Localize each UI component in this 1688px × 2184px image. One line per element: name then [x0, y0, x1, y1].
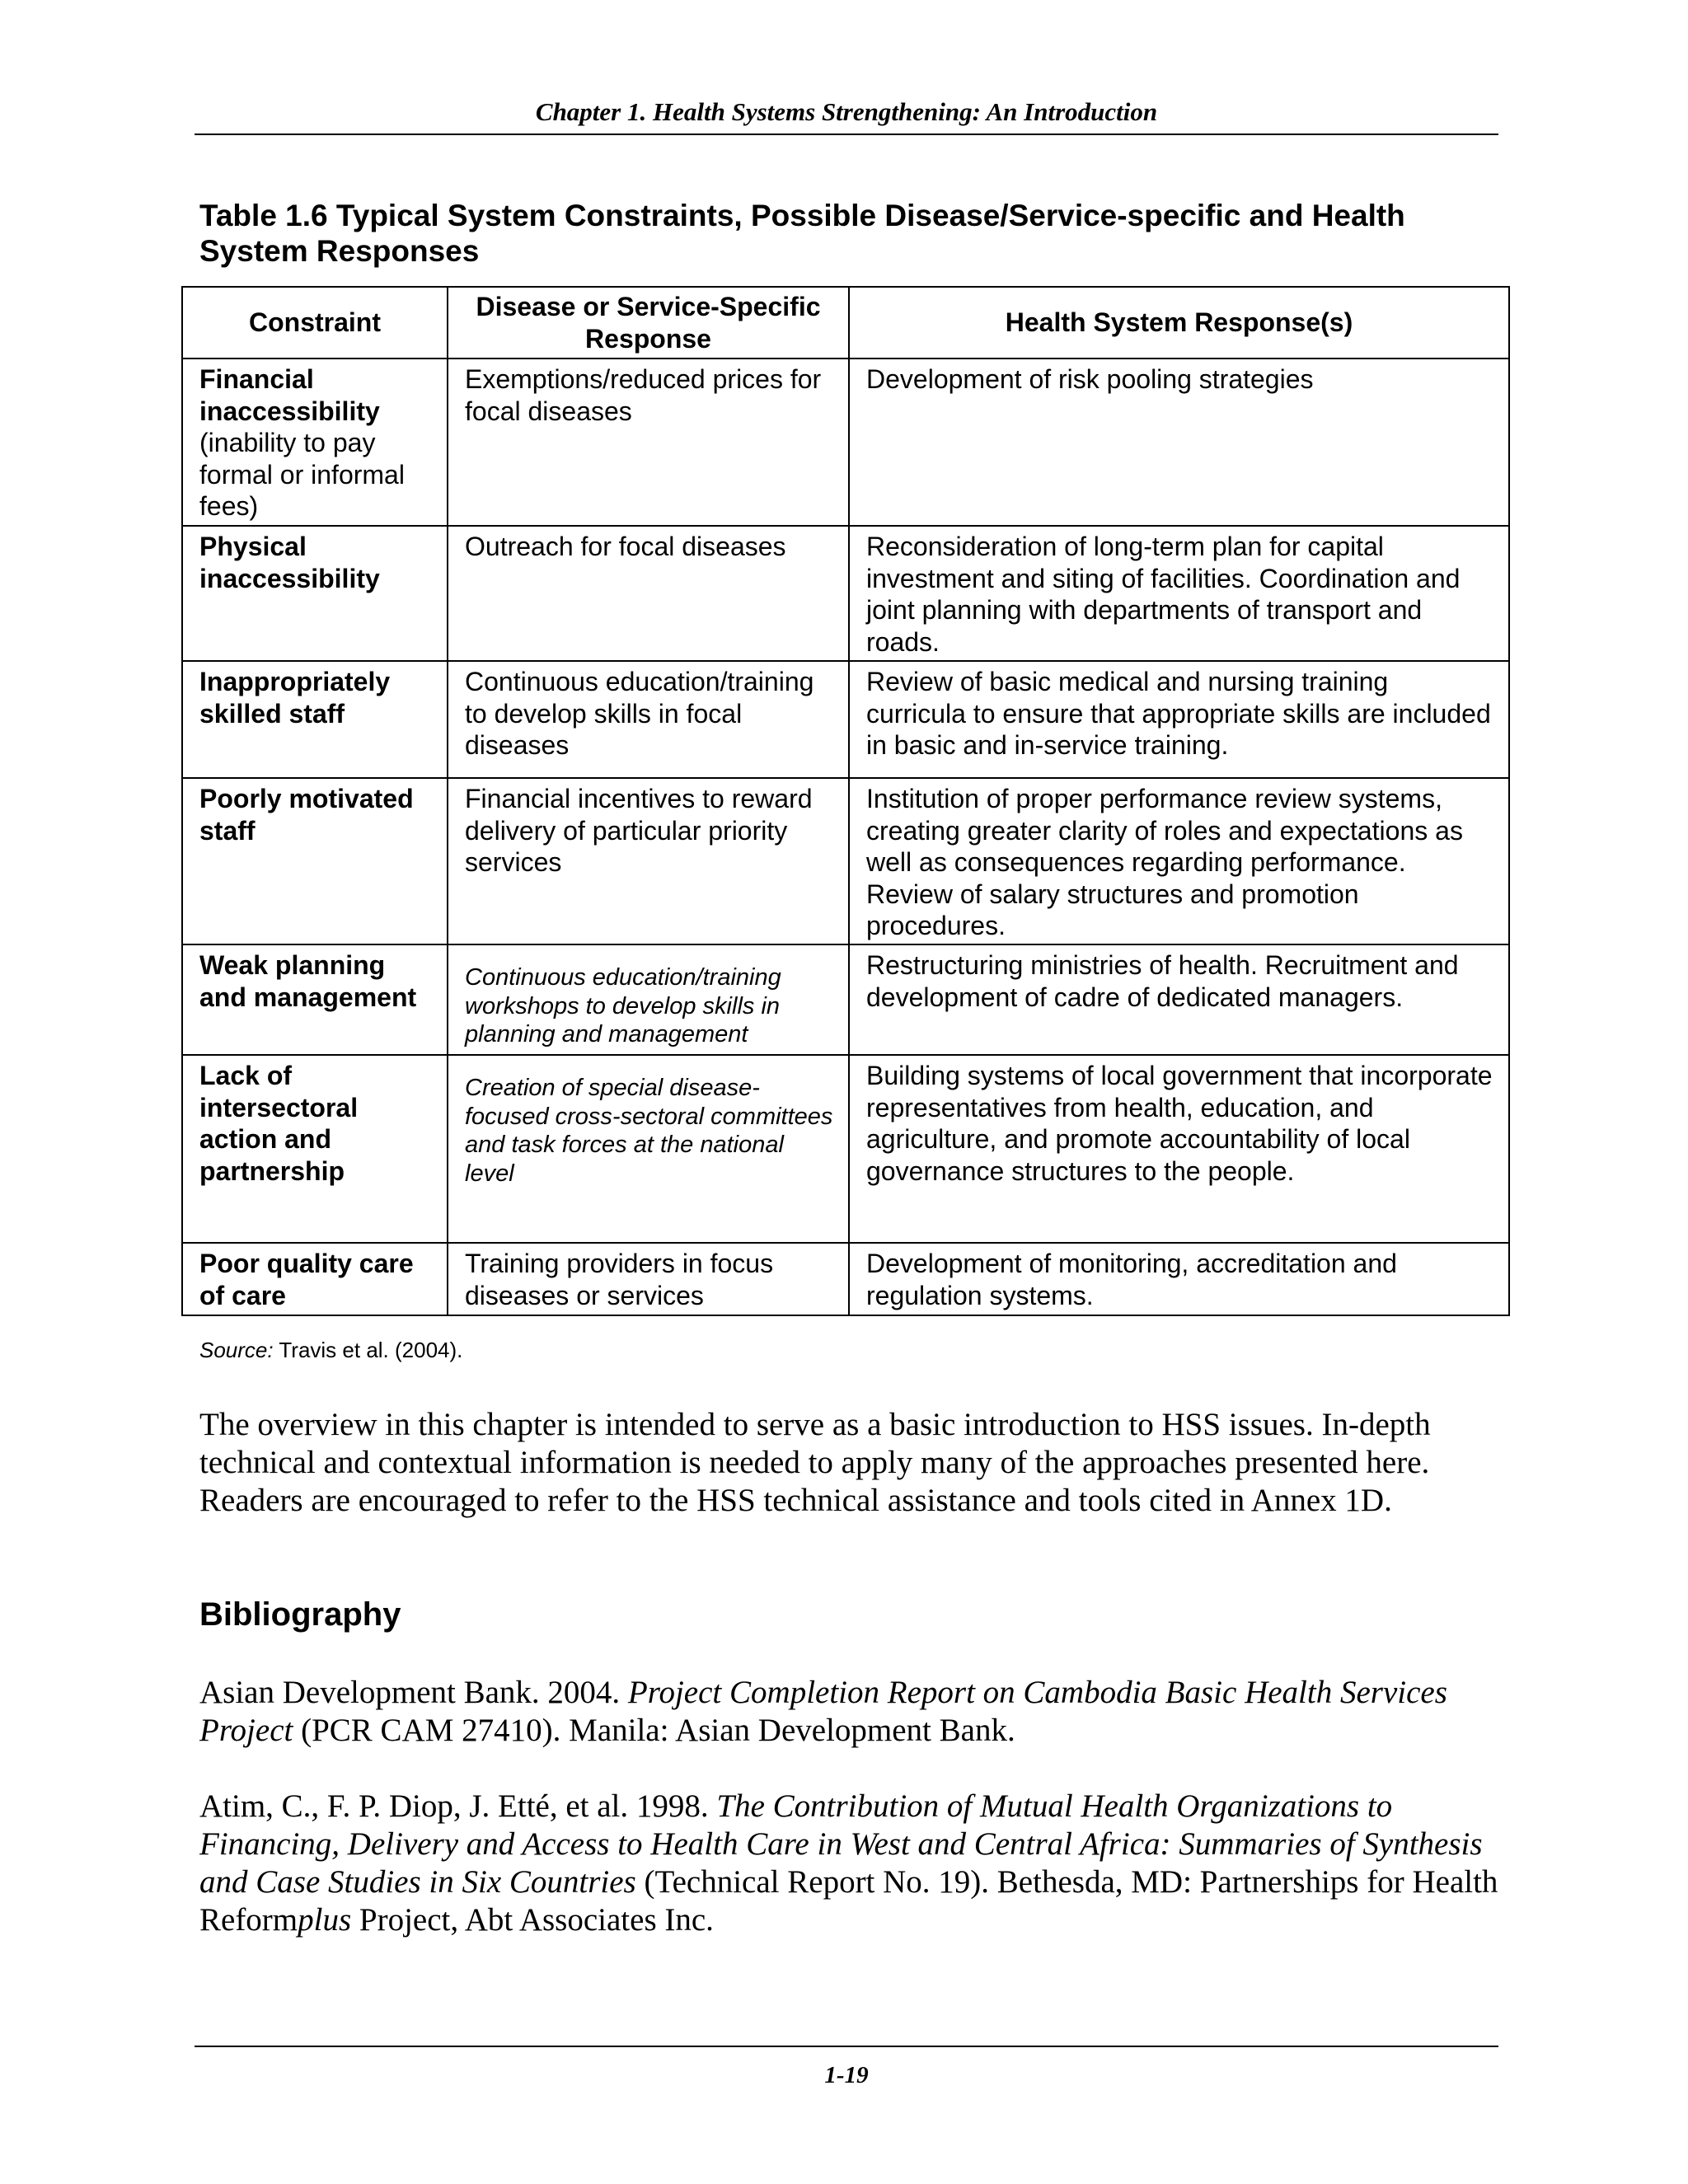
constraint-cell: Physical inaccessibility [182, 526, 448, 661]
bibliography-heading: Bibliography [199, 1596, 401, 1633]
disease-response-cell: Financial incentives to reward delivery of particular priority services [448, 778, 849, 944]
constraint-note: (inability to pay formal or informal fees) [199, 428, 405, 521]
column-header-system-response: Health System Response(s) [849, 287, 1509, 359]
entry-publisher-italic: plus [298, 1902, 352, 1938]
table-row [182, 778, 1509, 944]
system-response-cell: Review of basic medical and nursing training curricula to ensure that appropriate skills are included in basic and in-service training. [849, 661, 1509, 778]
entry-title: The Contribution of Mutual Health Organizations to Financing, Delivery and Access to Health Care in West and Central Africa: Summaries of Synthesis and Case Studies in Six Countries [199, 1788, 1483, 1900]
column-header-constraint: Constraint [182, 287, 448, 359]
table-caption: Table 1.6 Typical System Constraints, Possible Disease/Service-specific and Health System Responses [199, 199, 1405, 268]
disease-response-cell: Outreach for focal diseases [448, 526, 849, 661]
footer-rule [195, 2046, 1498, 2047]
system-response-cell: Building systems of local government that incorporate representatives from health, education, and agriculture, and promote accountability of local governance structures to the people. [849, 1055, 1509, 1243]
disease-response-cell: Training providers in focus diseases or services [448, 1243, 849, 1315]
constraint-cell: Poorly motivated staff [182, 778, 448, 944]
table-row [182, 1243, 1509, 1315]
system-response-cell: Development of risk pooling strategies [849, 359, 1509, 526]
constraint-label: Financial inaccessibility [199, 364, 380, 426]
disease-response-cell: Creation of special disease-focused cross-sectoral committees and task forces at the national level [448, 1055, 849, 1243]
source-label: Source: [199, 1338, 274, 1362]
table-row [182, 526, 1509, 661]
system-response-cell: Reconsideration of long-term plan for capital investment and siting of facilities. Coordination and joint planning with departments of transport and roads. [849, 526, 1509, 661]
table-source [199, 1338, 462, 1363]
constraint-cell: Weak planning and management [182, 944, 448, 1055]
table-row [182, 661, 1509, 778]
running-header: Chapter 1. Health Systems Strengthening: An Introduction [535, 97, 1158, 126]
source-text: Travis et al. (2004). [279, 1338, 463, 1362]
entry-publisher: (Technical Report No. 19). Bethesda, MD: Partnerships for Health Reform [199, 1864, 1498, 1938]
header-rule [195, 134, 1498, 135]
system-response-cell: Restructuring ministries of health. Recruitment and development of cadre of dedicated managers. [849, 944, 1509, 1055]
page-number: 1-19 [824, 2062, 869, 2088]
table-header-row [182, 287, 1509, 359]
disease-response-cell: Continuous education/training workshops to develop skills in planning and management [448, 944, 849, 1055]
entry-publisher-end: Project, Abt Associates Inc. [351, 1902, 714, 1938]
bibliography-entry [199, 1788, 1510, 1939]
bibliography-entry [199, 1674, 1510, 1750]
entry-author-year: Atim, C., F. P. Diop, J. Etté, et al. 1998. [199, 1788, 717, 1824]
constraint-cell: Lack of intersectoral action and partnership [182, 1055, 448, 1243]
entry-title: Project Completion Report on Cambodia Basic Health Services Project [199, 1675, 1447, 1748]
entry-publisher: (PCR CAM 27410). Manila: Asian Development Bank. [293, 1713, 1015, 1748]
table-row [182, 1055, 1509, 1243]
constraint-cell: Poor quality care of care [182, 1243, 448, 1315]
column-header-disease-response: Disease or Service-Specific Response [448, 287, 849, 359]
table-row [182, 359, 1509, 526]
entry-author-year: Asian Development Bank. 2004. [199, 1675, 628, 1710]
constraint-cell [182, 359, 448, 526]
system-response-cell: Institution of proper performance review systems, creating greater clarity of roles and expectations as well as consequences regarding performance. Review of salary structures and promotion procedures. [849, 778, 1509, 944]
disease-response-cell: Continuous education/training to develop skills in focal diseases [448, 661, 849, 778]
body-paragraph: The overview in this chapter is intended to serve as a basic introduction to HSS issues. In-depth technical and contextual information is needed to apply many of the approaches presented here. Readers are encouraged to refer to the HSS technical assistance and tools cited in Annex 1D. [199, 1407, 1431, 1518]
constraints-table [181, 286, 1510, 1316]
table-row [182, 944, 1509, 1055]
disease-response-cell: Exemptions/reduced prices for focal diseases [448, 359, 849, 526]
constraint-cell: Inappropriately skilled staff [182, 661, 448, 778]
system-response-cell: Development of monitoring, accreditation and regulation systems. [849, 1243, 1509, 1315]
